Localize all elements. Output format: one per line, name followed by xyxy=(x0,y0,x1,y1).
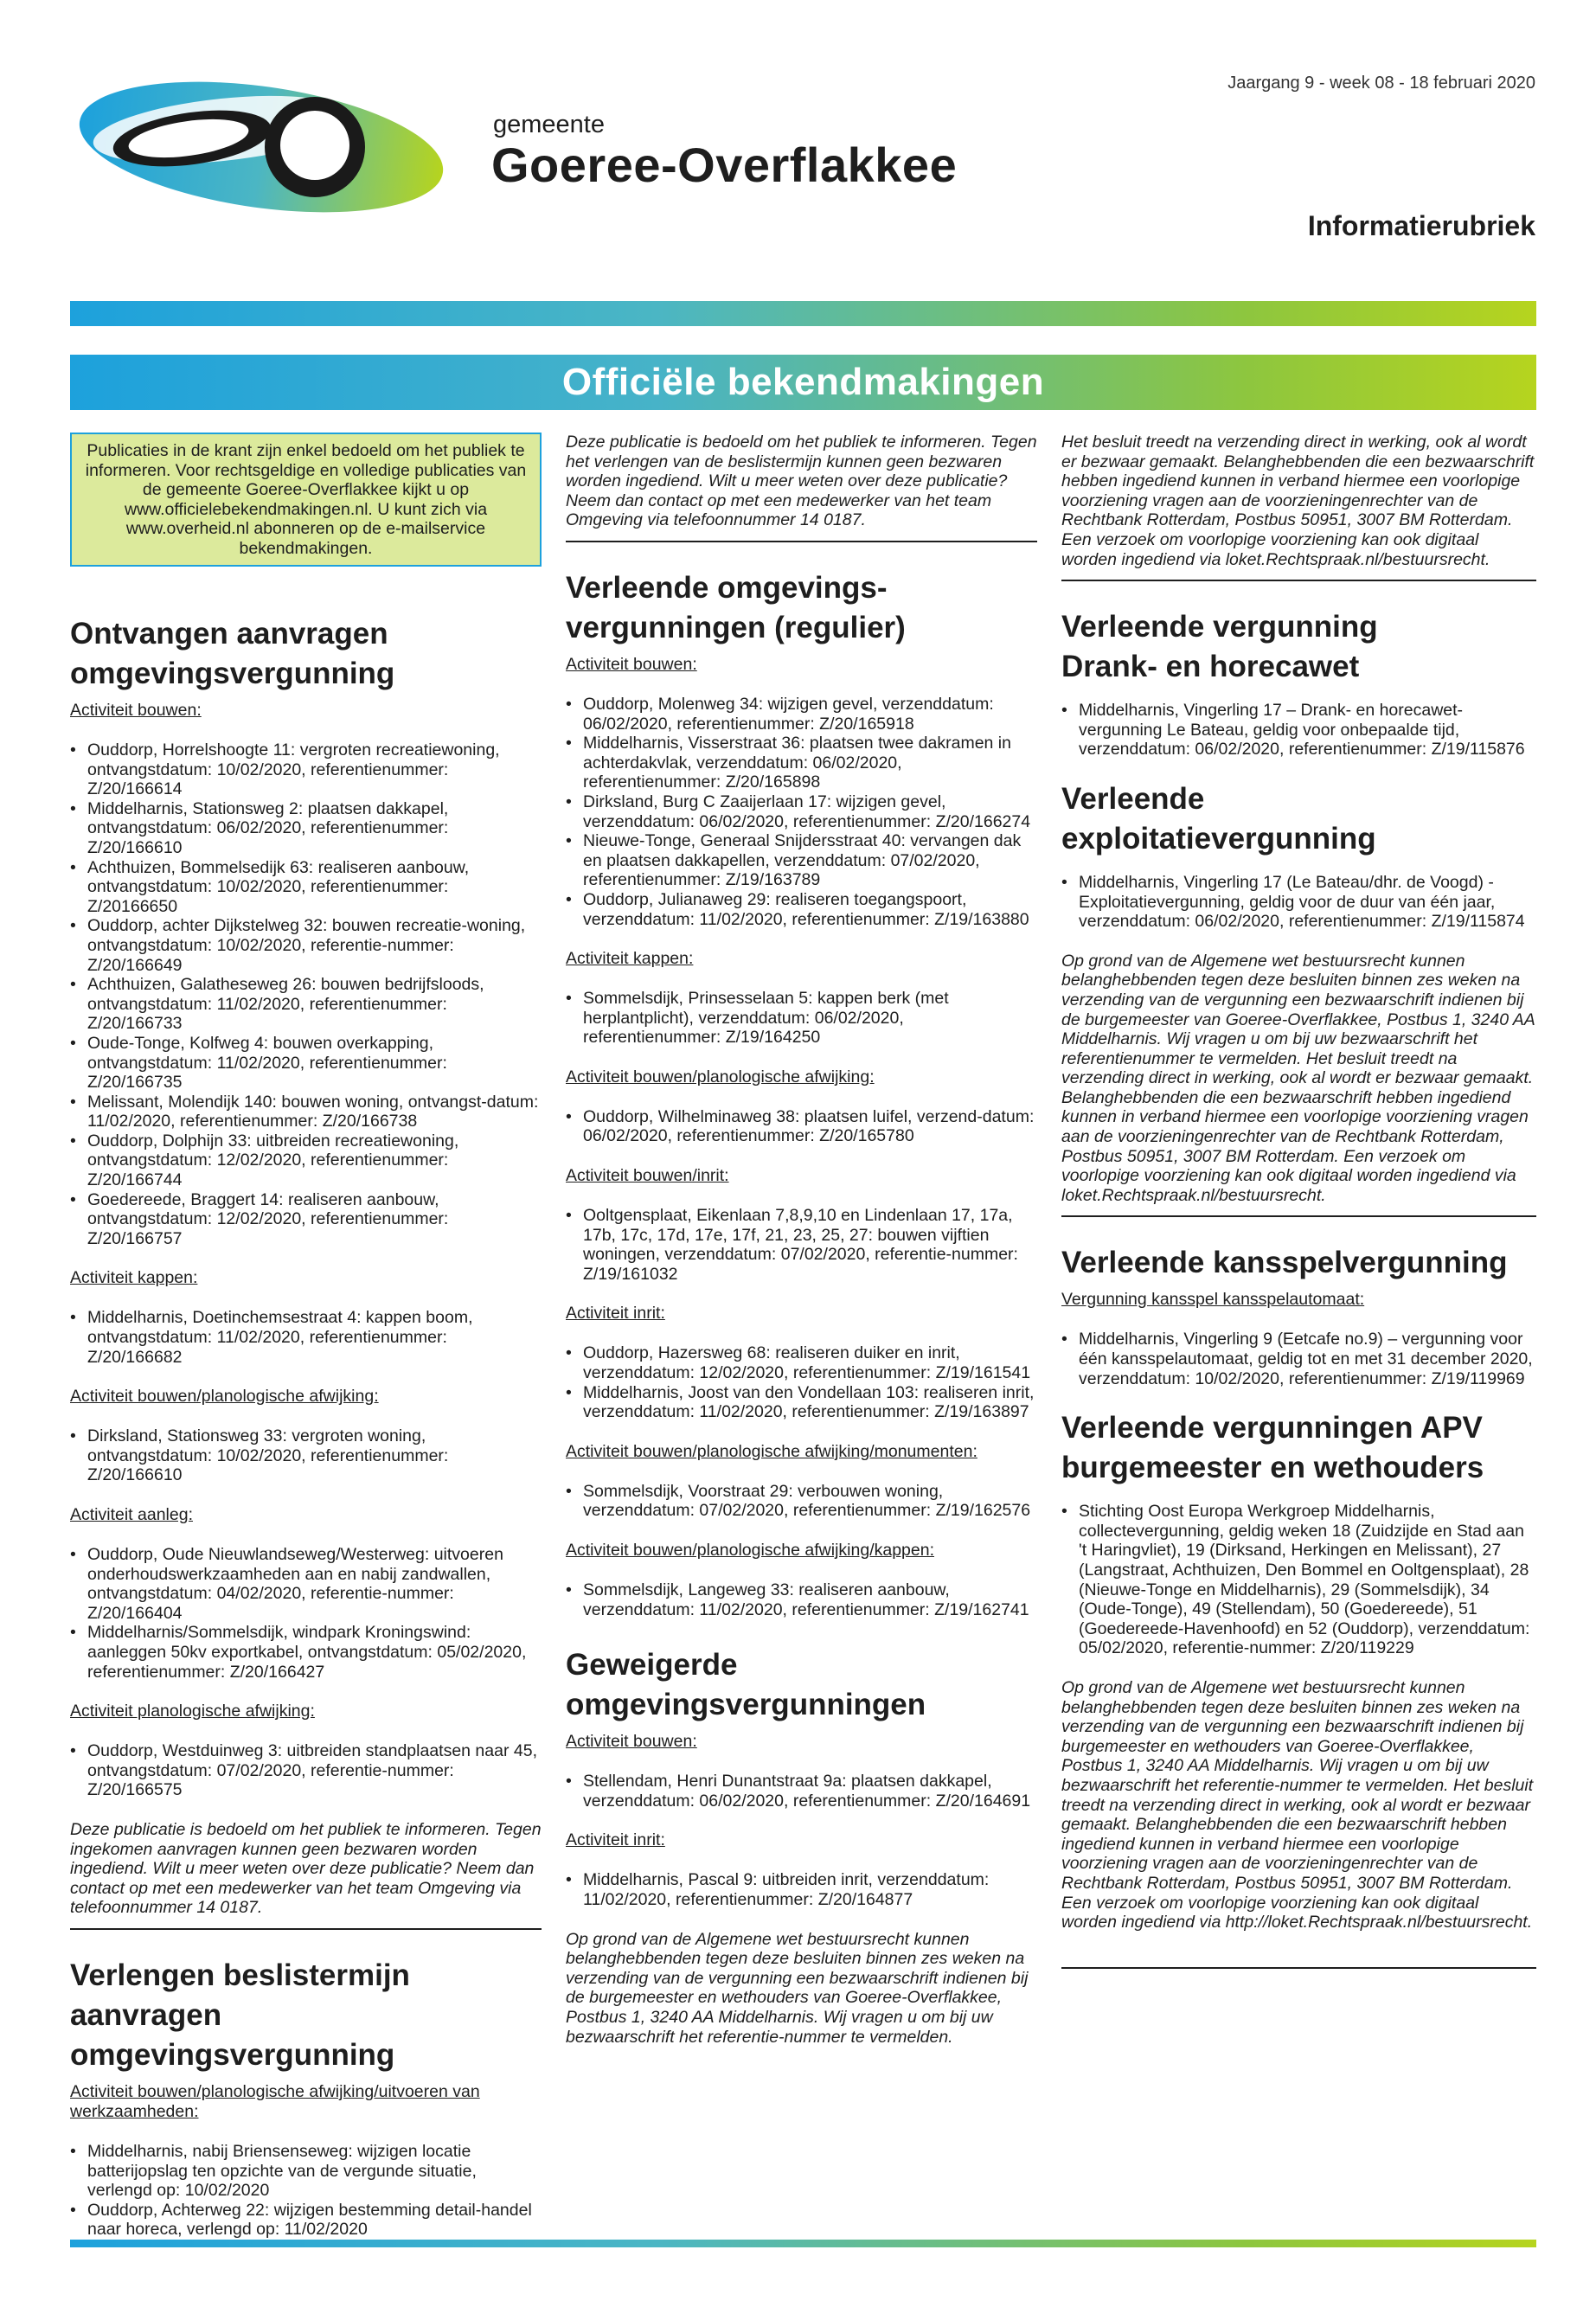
list-item: • Dirksland, Burg C Zaaijerlaan 17: wijzigen gevel, verzenddatum: 06/02/2020, referentienummer: Z/20/166274 xyxy=(566,792,1037,831)
heading-verlengen-line2: aanvragen omgevingsvergunning xyxy=(70,1997,395,2072)
list-item: • Middelharnis/Sommelsdijk, windpark Kroningswind: aanleggen 50kv exportkabel, ontvangstdatum: 05/02/2020, referentienummer: Z/20/166427 xyxy=(70,1623,542,1682)
subheading-aanleg: Activiteit aanleg: xyxy=(70,1505,193,1524)
list-item: • Middelharnis, Vingerling 9 (Eetcafe no.9) – vergunning voor één kansspelautomaat, geldig tot en met 31 december 2020, verzenddatum: 10/02/2020, referentienummer: Z/19/119969 xyxy=(1061,1330,1536,1388)
list-aanleg xyxy=(70,1545,542,1682)
list-item: • Ouddorp, Oude Nieuwlandseweg/Westerweg: uitvoeren onderhoudswerkzaamheden aan en nabij zandwallen, ontvangstdatum: 04/02/2020, referentie-nummer: Z/20/166404 xyxy=(70,1545,542,1623)
list-item: • Middelharnis, Doetinchemsestraat 4: kappen boom, ontvangstdatum: 11/02/2020, referentienummer: Z/20/166682 xyxy=(70,1308,542,1367)
list-item: • Nieuwe-Tonge, Generaal Snijdersstraat 40: vervangen dak en plaatsen dakkapellen, verzenddatum: 07/02/2020, referentienummer: Z/19/163789 xyxy=(566,831,1037,890)
list-item: • Middelharnis, nabij Briensenseweg: wijzigen locatie batterijopslag ten opzichte van de vergunde situatie, verlengd op: 10/02/2020 xyxy=(70,2142,542,2201)
column-2 xyxy=(566,433,1037,2047)
section-banner xyxy=(70,355,1536,410)
list-item: • Ouddorp, Achterweg 22: wijzigen bestemming detail-handel naar horeca, verlengd op: 11/02/2020 xyxy=(70,2201,542,2240)
subheading-kansspel: Vergunning kansspel kansspelautomaat: xyxy=(1061,1290,1365,1310)
heading-verlengen-line1: Verlengen beslistermijn xyxy=(70,1958,410,1992)
subheading-bouwen: Activiteit bouwen: xyxy=(70,701,202,720)
list-item: • Stellendam, Henri Dunantstraat 9a: plaatsen dakkapel, verzenddatum: 06/02/2020, referentienummer: Z/20/164691 xyxy=(566,1772,1037,1811)
list-inrit xyxy=(566,1343,1037,1421)
subheading-planologisch: Activiteit bouwen/planologische afwijking: xyxy=(70,1387,379,1407)
list-item: • Sommelsdijk, Voorstraat 29: verbouwen woning, verzenddatum: 07/02/2020, referentienummer: Z/19/162576 xyxy=(566,1482,1037,1521)
subheading-inrit: Activiteit inrit: xyxy=(566,1304,665,1324)
subheading-bouwen: Activiteit bouwen: xyxy=(566,654,697,674)
list-verlengen xyxy=(70,2142,542,2240)
list-item: • Ouddorp, Dolphijn 33: uitbreiden recreatiewoning, ontvangstdatum: 12/02/2020, referentienummer: Z/20/166744 xyxy=(70,1131,542,1190)
heading-geweigerde-line1: Geweigerde xyxy=(566,1648,738,1682)
list-item: • Achthuizen, Galatheseweg 26: bouwen bedrijfsloods, ontvangstdatum: 11/02/2020, referentienummer: Z/20/166733 xyxy=(70,975,542,1034)
municipality-logo xyxy=(71,76,452,223)
list-geweigerd-inrit xyxy=(566,1870,1037,1909)
list-planologisch xyxy=(566,1107,1037,1146)
subheading-bouwen-inrit: Activiteit bouwen/inrit: xyxy=(566,1166,729,1186)
intro-note: Deze publicatie is bedoeld om het publiek te informeren. Tegen het verlengen van de beslistermijn kunnen geen bezwaren worden ingediend. Wilt u meer weten over deze publicatie? Neem dan contact op met een medewerker van het team Omgeving via telefoonnummer 14 0187. xyxy=(566,433,1037,530)
list-item: • Ouddorp, Julianaweg 29: realiseren toegangspoort, verzenddatum: 11/02/2020, referentienummer: Z/19/163880 xyxy=(566,890,1037,929)
heading-ontvangen-line1: Ontvangen aanvragen xyxy=(70,617,388,651)
subheading-monumenten: Activiteit bouwen/planologische afwijking/monumenten: xyxy=(566,1441,977,1461)
heading-exploitatie-line2: exploitatievergunning xyxy=(1061,821,1376,856)
list-item: • Ouddorp, achter Dijkstelweg 32: bouwen recreatie-woning, ontvangstdatum: 10/02/2020, referentie-nummer: Z/20/166649 xyxy=(70,916,542,975)
list-item: • Achthuizen, Bommelsedijk 63: realiseren aanbouw, ontvangstdatum: 10/02/2020, referentienummer: Z/20166650 xyxy=(70,858,542,917)
list-item: • Middelharnis, Pascal 9: uitbreiden inrit, verzenddatum: 11/02/2020, referentienummer: Z/20/164877 xyxy=(566,1870,1037,1909)
subheading-planologische-afwijking: Activiteit planologische afwijking: xyxy=(70,1702,315,1721)
list-item: • Ooltgensplaat, Eikenlaan 7,8,9,10 en Lindenlaan 17, 17a, 17b, 17c, 17d, 17e, 17f, 21, 23, 25, 27: bouwen vijftien woningen, verzenddatum: 07/02/2020, referentie-nummer: Z/19/161032 xyxy=(566,1206,1037,1284)
publication-note: Deze publicatie is bedoeld om het publiek te informeren. Tegen ingekomen aanvragen kunnen geen bezwaren worden ingediend. Wilt u meer weten over deze publicatie? Neem dan contact op met een medewerker van het team Omgeving via telefoonnummer 14 0187. xyxy=(70,1819,542,1918)
list-item: • Stichting Oost Europa Werkgroep Middelharnis, collectevergunning, geldig weken 18 (Zuidzijde en Stad aan 't Haringvliet), 19 (Dirksand, Herkingen en Melissant), 27 (Langstraat, Achthuizen, Den Bommel en Ooltgensplaat), 28 (Nieuwe-Tonge en Middelharnis), 29 (Sommelsdijk), 34 (Oude-Tonge), 49 (Stellendam), 50 (Goedereede), 51 (Goedereede-Havenhoofd) en 52 (Ouddorp), verzenddatum: 05/02/2020, referentie-nummer: Z/20/119229 xyxy=(1061,1502,1536,1658)
subheading-kappen: Activiteit kappen: xyxy=(566,949,694,969)
list-planologisch-kappen xyxy=(566,1580,1037,1619)
rubriek-title: Informatierubriek xyxy=(1307,210,1535,241)
subheading-planologisch: Activiteit bouwen/planologische afwijking: xyxy=(566,1067,875,1086)
subheading-kappen: Activiteit kappen: xyxy=(70,1268,198,1288)
subheading-verlengen: Activiteit bouwen/planologische afwijking/uitvoeren van werkzaamheden: xyxy=(70,2081,480,2121)
heading-drank-line1: Verleende vergunning xyxy=(1061,610,1378,644)
list-item: • Middelharnis, Vingerling 17 – Drank- en horecawet-vergunning Le Bateau, geldig voor onbepaalde tijd, verzenddatum: 06/02/2020, referentienummer: Z/19/115876 xyxy=(1061,701,1536,760)
objection-note: Op grond van de Algemene wet bestuursrecht kunnen belanghebbenden tegen deze besluiten binnen zes weken na verzending van de vergunning een bezwaarschrift indienen bij de burgemeester van Goeree-Overflakkee, Postbus 1, 3240 AA Middelharnis. Wij vragen u om bij uw bezwaarschrift het referentienummer te vermelden. Het besluit treedt na verzending direct in werking, ook al wordt er bezwaar gemaakt. Belanghebbenden die een bezwaarschrift hebben ingediend kunnen in verband hiermee een voorlopige voorziening vragen aan de voorzieningenrechter van de Rechtbank Rotterdam, Postbus 50951, 3007 BM Rotterdam. Een verzoek om voorlopige voorziening kan ook digitaal worden ingediend via loket.Rechtspraak.nl/bestuursrecht. xyxy=(1061,951,1535,1205)
list-item: • Sommelsdijk, Langeweg 33: realiseren aanbouw, verzenddatum: 11/02/2020, referentienummer: Z/19/162741 xyxy=(566,1580,1037,1619)
list-item: • Ouddorp, Molenweg 34: wijzigen gevel, verzenddatum: 06/02/2020, referentienummer: Z/20/165918 xyxy=(566,695,1037,734)
list-kansspel xyxy=(1061,1330,1536,1388)
list-item: • Ouddorp, Hazersweg 68: realiseren duiker en inrit, verzenddatum: 12/02/2020, referentienummer: Z/19/161541 xyxy=(566,1343,1037,1382)
subheading-geweigerd-inrit: Activiteit inrit: xyxy=(566,1830,665,1850)
list-item: • Sommelsdijk, Prinsesselaan 5: kappen berk (met herplantplicht), verzenddatum: 06/02/2020, referentienummer: Z/19/164250 xyxy=(566,989,1037,1048)
brand-prefix: gemeente xyxy=(493,111,605,138)
list-item: • Dirksland, Stationsweg 33: vergroten woning, ontvangstdatum: 10/02/2020, referentienummer: Z/20/166610 xyxy=(70,1426,542,1485)
intro-note: Het besluit treedt na verzending direct in werking, ook al wordt er bezwaar gemaakt. Belanghebbenden die een bezwaarschrift hebben ingediend kunnen in verband hiermee een voorlopige voorziening vragen aan de voorzieningenrechter van de Rechtbank Rotterdam, Postbus 50951, 3007 BM Rotterdam. Een verzoek om voorlopige voorziening kan ook digitaal worden ingediend via loket.Rechtspraak.nl/bestuursrecht. xyxy=(1061,433,1535,569)
subheading-geweigerd-bouwen: Activiteit bouwen: xyxy=(566,1732,697,1752)
heading-verleende-line1: Verleende omgevings- xyxy=(566,570,888,605)
objection-note: Op grond van de Algemene wet bestuursrecht kunnen belanghebbenden tegen deze besluiten binnen zes weken na verzending van de vergunning een bezwaarschrift indienen bij de burgemeester en wethouders van Goeree-Overflakkee, Postbus 1, 3240 AA Middelharnis. Wij vragen u om bij uw bezwaarschrift het referentie-nummer te vermelden. xyxy=(566,1929,1029,2047)
list-bouwen-inrit xyxy=(566,1206,1037,1284)
list-kappen xyxy=(70,1308,542,1367)
list-geweigerd-bouwen xyxy=(566,1772,1037,1811)
list-item: • Ouddorp, Westduinweg 3: uitbreiden standplaatsen naar 45, ontvangstdatum: 07/02/2020, referentie-nummer: Z/20/166575 xyxy=(70,1741,542,1800)
list-apv xyxy=(1061,1502,1536,1658)
objection-note: Op grond van de Algemene wet bestuursrecht kunnen belanghebbenden tegen deze besluiten binnen zes weken na verzending van de vergunning een bezwaarschrift indienen bij burgemeester en wethouders van Goeree-Overflakkee, Postbus 1, 3240 AA Middelharnis. Wij vragen u om bij uw bezwaarschrift het referentie-nummer te vermelden. Het besluit treedt na verzending direct in werking, ook al wordt er bezwaar gemaakt. Belanghebbenden die een bezwaarschrift hebben ingediend kunnen in verband hiermee een voorlopige voorziening vragen aan de voorzieningenrechter van de Rechtbank Rotterdam, Postbus 50951, 3007 BM Rotterdam. Een verzoek om voorlopige voorziening kan ook digitaal worden ingediend via http://loket.Rechtspraak.nl/bestuursrecht. xyxy=(1061,1677,1534,1932)
section-title: Officiële bekendmakingen xyxy=(561,361,1045,403)
info-box: Publicaties in de krant zijn enkel bedoeld om het publiek te informeren. Voor rechtsgeldige en volledige publicaties van de gemeente Goeree-Overflakkee kijkt u op www.officielebekendmakingen.nl. U kunt zich via www.overheid.nl abonneren op de e-mailservice bekendmakingen. xyxy=(70,433,542,567)
heading-verleende-line2: vergunningen (regulier) xyxy=(566,610,906,644)
divider xyxy=(1061,1967,1536,1969)
heading-apv-line2: burgemeester en wethouders xyxy=(1061,1451,1484,1485)
list-drank xyxy=(1061,701,1536,760)
subheading-planologisch-kappen: Activiteit bouwen/planologische afwijking/kappen: xyxy=(566,1541,935,1560)
list-item: • Middelharnis, Stationsweg 2: plaatsen dakkapel, ontvangstdatum: 06/02/2020, referentienummer: Z/20/166610 xyxy=(70,799,542,858)
column-1 xyxy=(70,433,542,2240)
heading-exploitatie-line1: Verleende xyxy=(1061,781,1205,816)
gradient-divider xyxy=(70,301,1536,326)
list-item: • Melissant, Molendijk 140: bouwen woning, ontvangst-datum: 11/02/2020, referentienummer: Z/20/166738 xyxy=(70,1093,542,1131)
list-exploitatie xyxy=(1061,873,1536,932)
heading-drank-line2: Drank- en horecawet xyxy=(1061,650,1360,684)
list-bouwen xyxy=(70,740,542,1248)
list-item: • Middelharnis, Vingerling 17 (Le Bateau/dhr. de Voogd) - Exploitatievergunning, geldig voor de duur van één jaar, verzenddatum: 06/02/2020, referentienummer: Z/19/115874 xyxy=(1061,873,1536,932)
list-item: • Middelharnis, Joost van den Vondellaan 103: realiseren inrit, verzenddatum: 11/02/2020, referentienummer: Z/19/163897 xyxy=(566,1383,1037,1422)
heading-geweigerde-line2: omgevingsvergunningen xyxy=(566,1688,926,1722)
list-monumenten xyxy=(566,1482,1037,1521)
heading-apv-line1: Verleende vergunningen APV xyxy=(1061,1411,1483,1445)
heading-ontvangen-line2: omgevingsvergunning xyxy=(70,657,395,690)
heading-kansspel: Verleende kansspelvergunning xyxy=(1061,1246,1508,1280)
list-item: • Oude-Tonge, Kolfweg 4: bouwen overkapping, ontvangstdatum: 11/02/2020, referentienummer: Z/20/166735 xyxy=(70,1034,542,1093)
edition-line: Jaargang 9 - week 08 - 18 februari 2020 xyxy=(1227,74,1535,93)
column-3 xyxy=(1061,433,1536,1969)
list-kappen xyxy=(566,989,1037,1048)
list-planologische-afwijking xyxy=(70,1741,542,1800)
list-bouwen xyxy=(566,695,1037,929)
list-planologisch xyxy=(70,1426,542,1485)
list-item: • Ouddorp, Wilhelminaweg 38: plaatsen luifel, verzend-datum: 06/02/2020, referentienummer: Z/20/165780 xyxy=(566,1107,1037,1146)
list-item: • Goedereede, Braggert 14: realiseren aanbouw, ontvangstdatum: 12/02/2020, referentienummer: Z/20/166757 xyxy=(70,1190,542,1249)
brand-name: Goeree-Overflakkee xyxy=(491,138,958,192)
list-item: • Ouddorp, Horrelshoogte 11: vergroten recreatiewoning, ontvangstdatum: 10/02/2020, referentienummer: Z/20/166614 xyxy=(70,740,542,799)
gradient-footer-bar xyxy=(70,2240,1536,2247)
list-item: • Middelharnis, Visserstraat 36: plaatsen twee dakramen in achterdakvlak, verzenddatum: 06/02/2020, referentienummer: Z/20/165898 xyxy=(566,734,1037,792)
